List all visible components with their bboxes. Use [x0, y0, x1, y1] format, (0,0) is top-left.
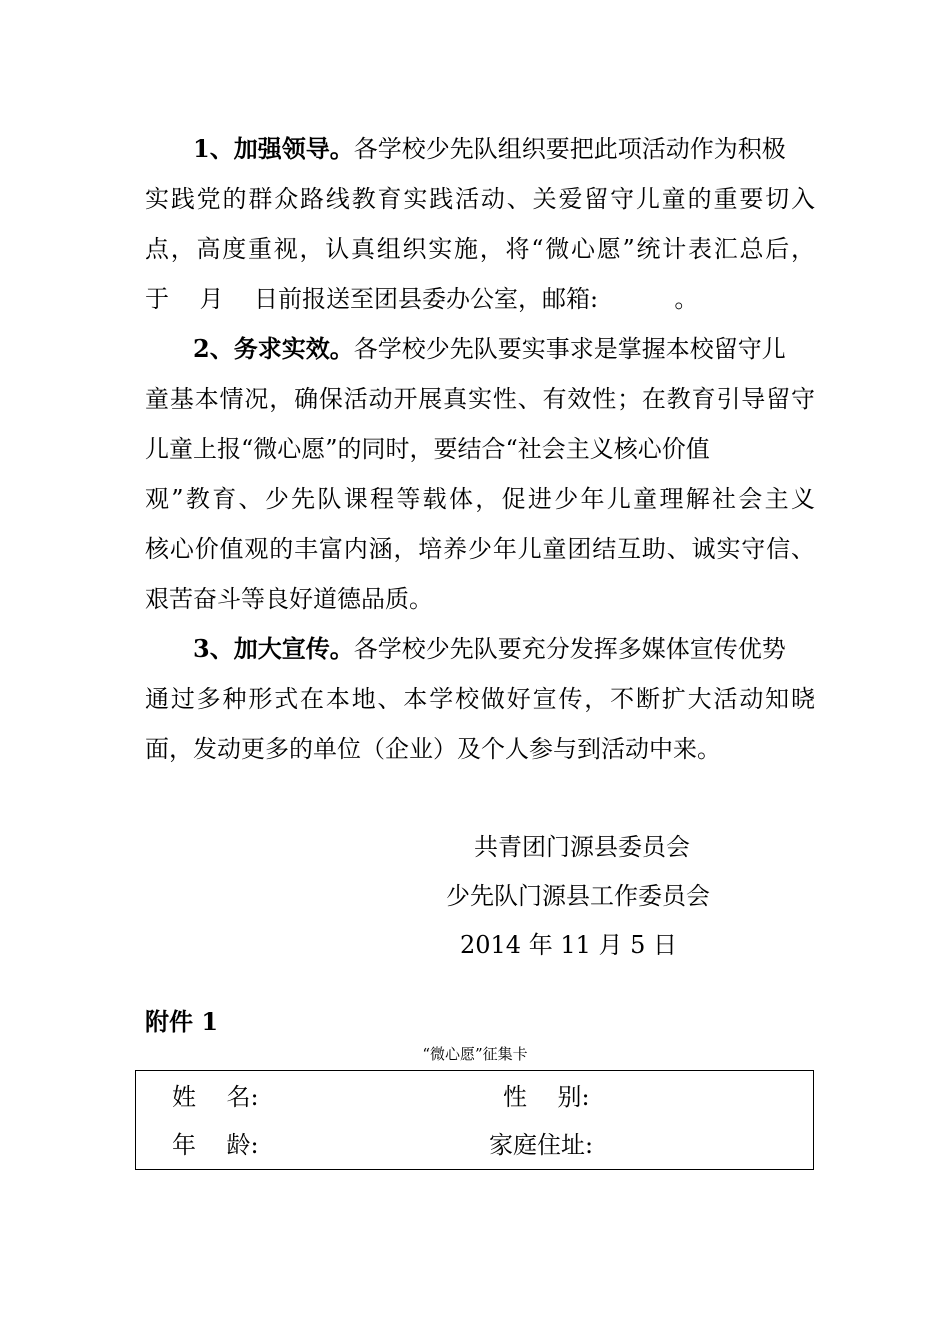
p3-line2: 通过多种形式在本地、本学校做好宣传，不断扩大活动知晓 — [145, 685, 815, 713]
p2-line1: 2、务求实效。各学校少先队要实事求是掌握本校留守儿 — [193, 334, 786, 363]
attachment-label: 附件 1 — [145, 1007, 219, 1036]
wish-card — [135, 1070, 814, 1170]
p2-line4: 观”教育、少先队课程等载体，促进少年儿童理解社会主义 — [145, 485, 815, 513]
p1-line4: 于 月 日前报送至团县委办公室，邮箱: 。 — [145, 285, 699, 313]
field-age-label: 年 龄: — [172, 1131, 259, 1159]
field-gender-label: 性 别: — [503, 1083, 590, 1111]
signature-org-1: 共青团门源县委员会 — [474, 833, 690, 861]
p3-heading: 3、加大宣传。 — [193, 634, 354, 663]
card-title: “微心愿”征集卡 — [422, 1045, 528, 1063]
p2-line2: 童基本情况，确保活动开展真实性、有效性；在教育引导留守 — [145, 385, 815, 413]
p3-line1: 3、加大宣传。各学校少先队要充分发挥多媒体宣传优势 — [193, 634, 786, 663]
field-address-label: 家庭住址: — [489, 1131, 594, 1159]
p2-heading: 2、务求实效。 — [193, 334, 354, 363]
p3-line3: 面，发动更多的单位（企业）及个人参与到活动中来。 — [145, 735, 721, 763]
p2-line6: 艰苦奋斗等良好道德品质。 — [145, 585, 433, 613]
p2-line3: 儿童上报“微心愿”的同时，要结合“社会主义核心价值 — [145, 435, 710, 463]
p1-line1: 1、加强领导。各学校少先队组织要把此项活动作为积极 — [193, 134, 786, 163]
p1-line2: 实践党的群众路线教育实践活动、关爱留守儿童的重要切入 — [145, 185, 815, 213]
signature-date: 2014 年 11 月 5 日 — [460, 931, 678, 959]
p1-heading: 1、加强领导。 — [193, 134, 354, 163]
field-name-label: 姓 名: — [172, 1083, 259, 1111]
p2-line5: 核心价值观的丰富内涵，培养少年儿童团结互助、诚实守信、 — [145, 535, 815, 563]
p1-line3: 点，高度重视，认真组织实施，将“微心愿”统计表汇总后， — [145, 235, 815, 263]
signature-org-2: 少先队门源县工作委员会 — [446, 882, 710, 910]
